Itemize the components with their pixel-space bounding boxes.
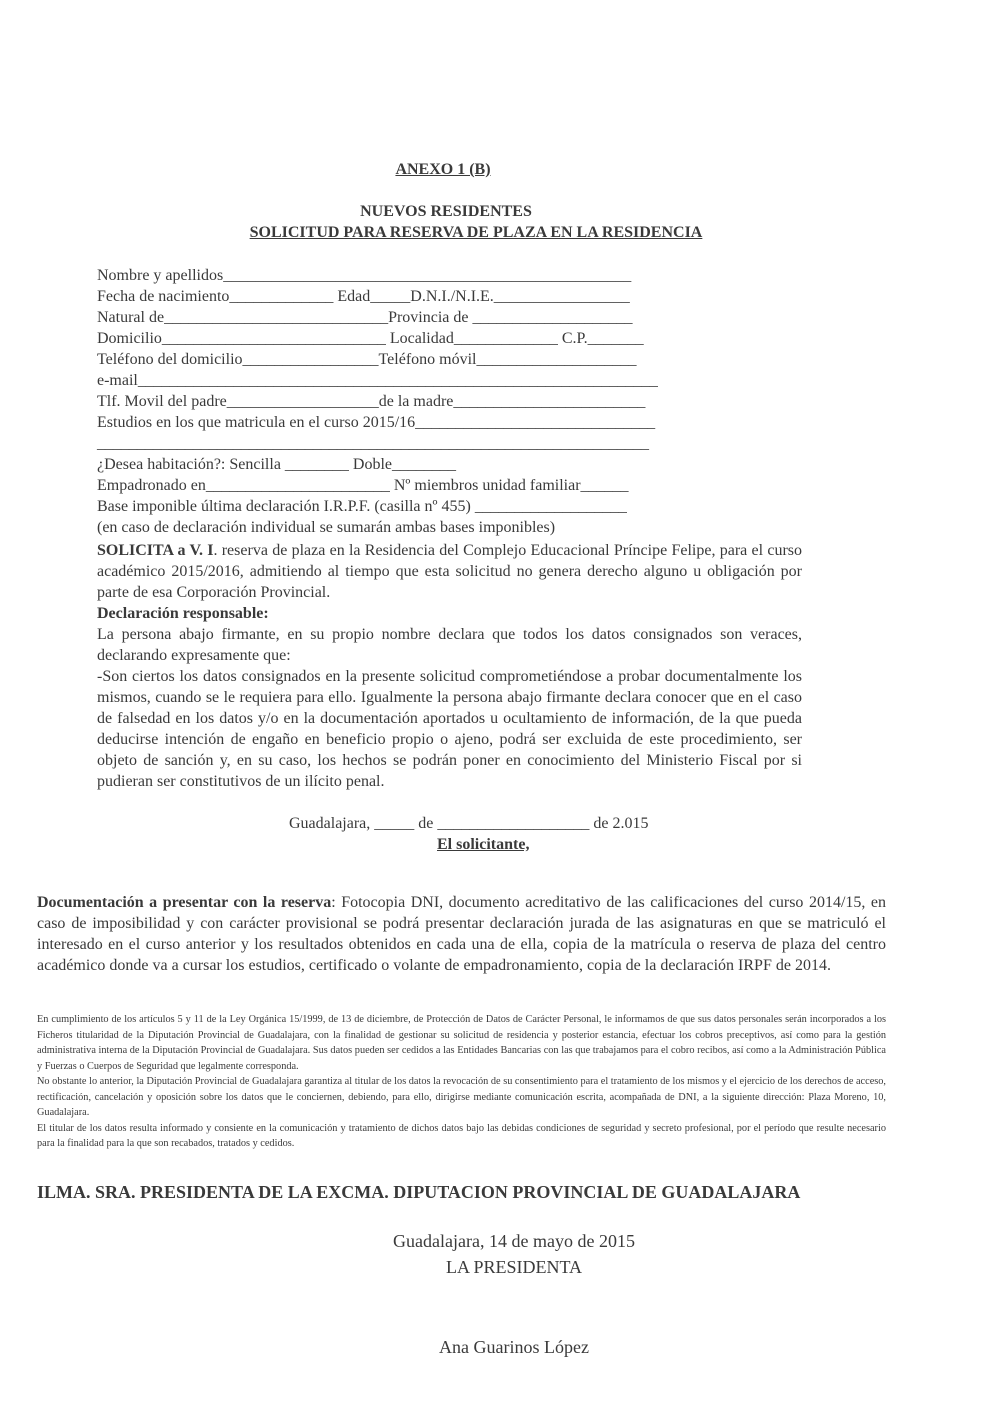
field-full-name: Nombre y apellidos___________________________________________________	[97, 267, 632, 284]
document-subtitle: NUEVOS RESIDENTES	[360, 203, 532, 220]
field-room-type: ¿Desea habitación?: Sencilla ________ Doble________	[97, 456, 457, 473]
field-address-locality-zip: Domicilio____________________________ Localidad_____________ C.P._______	[97, 330, 644, 347]
field-birthplace-province: Natural de____________________________Provincia de ____________________	[97, 309, 633, 326]
legal-paragraph: En cumplimiento de los artículos 5 y 11 de la Ley Orgánica 15/1999, de 13 de diciembre, de Protección de Datos de Carácter Personal, le informamos de que sus datos personales serán incorporados a los Ficheros titularidad de la Diputación Provincial de Guadalajara, con la finalidad de gestionar su solicitud de residencia y posterior estancia, efectuar los cobros preceptivos, así como para la gestión administrativa interna de la Diputación Provincial de Guadalajara. Sus datos pueden ser cedidos a las Entidades Bancarias con las que trabajamos para el cobro recibos, así como a la Administración Pública y Fuerzas o Cuerpos de Seguridad que legalmente corresponda.	[37, 1014, 886, 1072]
data-protection-notice	[37, 1012, 886, 1152]
field-taxable-base-note: (en caso de declaración individual se sumarán ambas bases imponibles)	[97, 519, 556, 536]
document-title: SOLICITUD PARA RESERVA DE PLAZA EN LA RESIDENCIA	[249, 224, 703, 241]
field-parents-phones: Tlf. Movil del padre___________________de la madre________________________	[97, 393, 646, 410]
request-text: . reserva de plaza en la Residencia del Complejo Educacional Príncipe Felipe, para el curso académico 2015/2016, admitiendo al tiempo que esta solicitud no genera derecho alguno u obligación por parte de esa Corporación Provincial.	[97, 542, 803, 601]
declaration-body: -Son ciertos los datos consignados en la presente solicitud comprometiéndose a probar documentalmente los mismos, cuando se le requiera para ello. Igualmente la persona abajo firmante declara conocer que en el caso de falsedad en los datos y/o en la documentación aportados u ocultamiento de información, de la que pueda deducirse intención de engaño en beneficio propio o ajeno, podrá ser excluida de este procedimiento, ser objeto de sanción y, en su caso, los hechos se podrán poner en conocimiento del Ministerio Fiscal por si pudieran ser constitutivos de un ilícito penal.	[97, 668, 802, 790]
declaration-intro: La persona abajo firmante, en su propio nombre declara que todos los datos consignados son veraces, declarando expresamente que:	[97, 626, 802, 664]
signatory-name: Ana Guarinos López	[439, 1337, 589, 1357]
signature-date: Guadalajara, 14 de mayo de 2015	[393, 1231, 635, 1251]
field-taxable-base: Base imponible última declaración I.R.P.F. (casilla nº 455) ___________________	[97, 498, 627, 515]
annex-title: ANEXO 1 (B)	[395, 161, 491, 178]
applicant-signature-label: El solicitante,	[437, 836, 530, 853]
field-birth-date-age-dni: Fecha de nacimiento_____________ Edad_____D.N.I./N.I.E._________________	[97, 288, 630, 305]
legal-paragraph: No obstante lo anterior, la Diputación Provincial de Guadalajara garantiza al titular de los datos la revocación de su consentimiento para el tratamiento de los mismos y el ejercicio de los derechos de acceso, rectificación, cancelación y oposición sobre los datos que le conciernen, debiendo, para ello, dirigirse mediante comunicación escrita, acompañada de DNI, a la siguiente dirección: Plaza Moreno, 10, Guadalajara.	[37, 1076, 886, 1118]
field-email: e-mail_________________________________________________________________	[97, 372, 658, 389]
documentation-text: : Fotocopia DNI, documento acreditativo de las calificaciones del curso 2014/15, en caso de imposibilidad y con carácter provisional se podrá presentar declaración jurada de las asignaturas en que se matriculó el interesado en el curso anterior y los resultados obtenidos en cada una de ella, copia de la matrícula o reserva de plaza del centro académico donde va a cursar los estudios, certificado o volante de empadronamiento, copia de la declaración IRPF de 2014.	[37, 894, 887, 974]
documentation-lead: Documentación a presentar con la reserva	[37, 894, 332, 911]
application-date-line: Guadalajara, _____ de ___________________ de 2.015	[289, 815, 649, 832]
declaration-heading: Declaración responsable:	[97, 605, 269, 622]
request-lead: SOLICITA a V. I	[97, 542, 214, 559]
legal-paragraph: El titular de los datos resulta informado y consiente en la comunicación y tratamiento de dichos datos bajo las debidas condiciones de seguridad y secreto profesional, por el período que resulte necesario para la finalidad para la que son recabados, tratados y cedidos.	[37, 1122, 886, 1149]
field-studies-continued: _____________________________________________________________________	[97, 435, 649, 452]
documentation-paragraph	[37, 892, 886, 976]
field-registered-family-members: Empadronado en_______________________ Nº miembros unidad familiar______	[97, 477, 629, 494]
addressee: ILMA. SRA. PRESIDENTA DE LA EXCMA. DIPUTACION PROVINCIAL DE GUADALAJARA	[37, 1182, 801, 1202]
signature-role: LA PRESIDENTA	[445, 1257, 583, 1277]
field-phones: Teléfono del domicilio_________________Teléfono móvil____________________	[97, 351, 637, 368]
field-studies: Estudios en los que matricula en el curso 2015/16______________________________	[97, 414, 656, 431]
request-paragraph	[97, 540, 802, 603]
